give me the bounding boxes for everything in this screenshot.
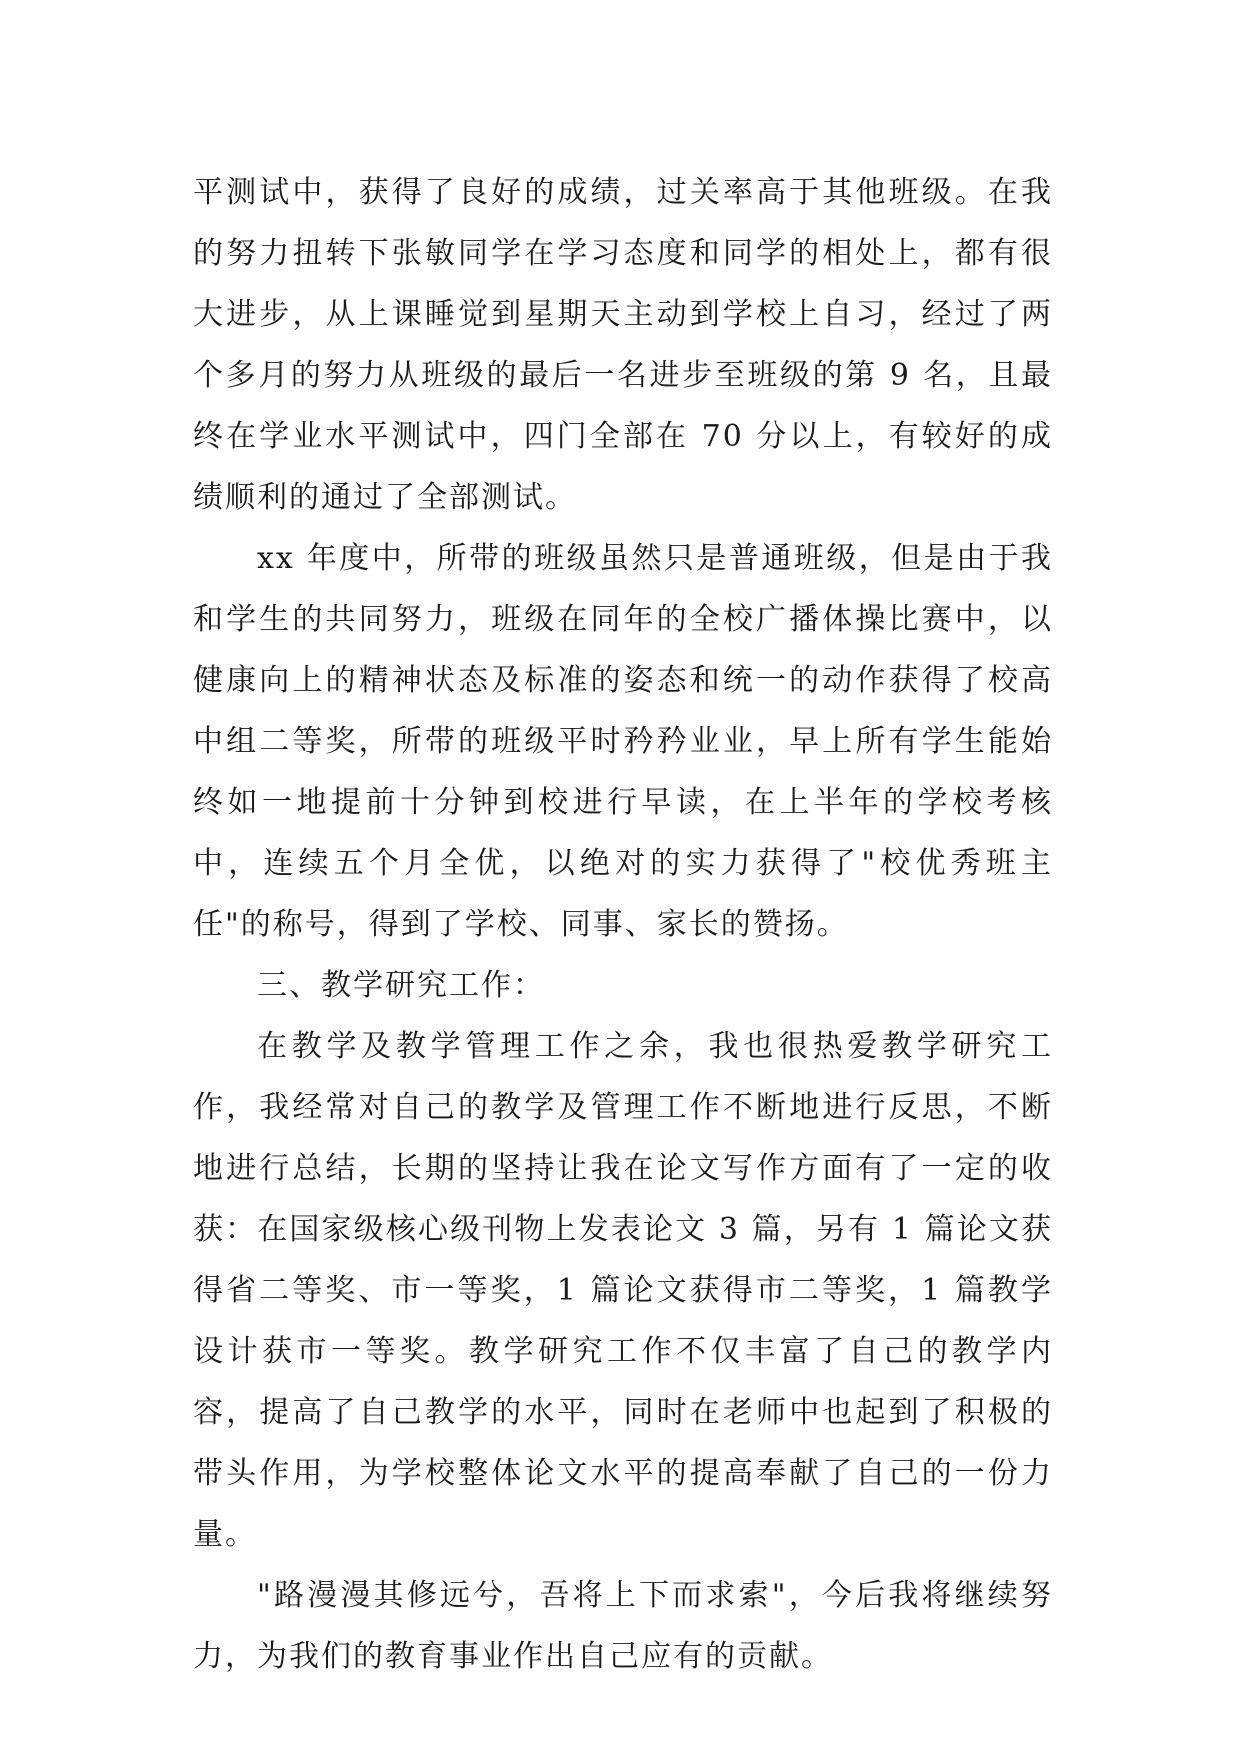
paragraph-closing: "路漫漫其修远兮，吾将上下而求索"，今后我将继续努力，为我们的教育事业作出自己应有的贡献。 — [193, 1578, 1053, 1674]
section-heading-teaching-research: 三、教学研究工作： — [257, 968, 545, 1003]
paragraph-class-achievement: xx 年度中，所带的班级虽然只是普通班级，但是由于我和学生的共同努力，班级在同年的全校广播体操比赛中，以健康向上的精神状态及标准的姿态和统一的动作获得了校高中组二等奖，所带的班级平时矜矜业业，早上所有学生能始终如一地提前十分钟到校进行早读，在上半年的学校考核中，连续五个月全优，以绝对的实力获得了"校优秀班主任"的称号，得到了学校、同事、家长的赞扬。 — [193, 541, 1053, 942]
paragraph-teaching-research: 在教学及教学管理工作之余，我也很热爱教学研究工作，我经常对自己的教学及管理工作不断地进行反思，不断地进行总结，长期的坚持让我在论文写作方面有了一定的收获：在国家级核心级刊物上发表论文 3 篇，另有 1 篇论文获得省二等奖、市一等奖，1 篇论文获得市二等奖，1 篇教学设计获市一等奖。教学研究工作不仅丰富了自己的教学内容，提高了自己教学的水平，同时在老师中也起到了积极的带头作用，为学校整体论文水平的提高奉献了自己的一份力量。 — [193, 1029, 1053, 1552]
document-page — [193, 162, 1053, 1687]
paragraph-continuation: 平测试中，获得了良好的成绩，过关率高于其他班级。在我的努力扭转下张敏同学在学习态度和同学的相处上，都有很大进步，从上课睡觉到星期天主动到学校上自习，经过了两个多月的努力从班级的最后一名进步至班级的第 9 名，且最终在学业水平测试中，四门全部在 70 分以上，有较好的成绩顺利的通过了全部测试。 — [193, 175, 1053, 515]
